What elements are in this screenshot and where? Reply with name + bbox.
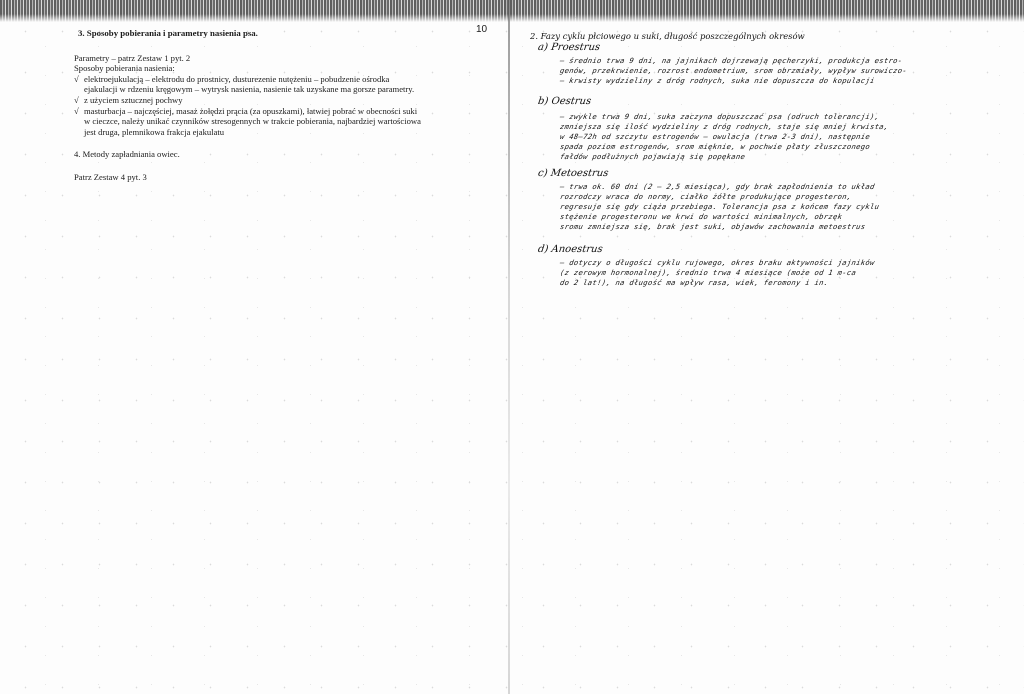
- section3-heading: 3. Sposoby pobierania i parametry nasienia psa.: [78, 28, 258, 38]
- section-label: b) Oestrus: [537, 96, 592, 107]
- section-proestrus: [537, 42, 908, 85]
- method-line: w cieczce, należy unikać czynników stresogennych w trakcie pobierania, najbardziej wartościowa: [84, 116, 421, 127]
- method-line: masturbacja – najczęściej, masaż żołędzi prącia (za opuszkami), łatwiej pobrać w obecności suki: [84, 105, 418, 116]
- handwritten-line: spada poziom estrogenów, srom mięknie, w pochwie płaty złuszczonego: [559, 142, 871, 151]
- checkmark-icon: √: [74, 73, 79, 84]
- parameters-reference: Parametry – patrz Zestaw 1 pyt. 2: [74, 52, 191, 63]
- section-body: [560, 112, 889, 162]
- handwritten-line: – dotyczy o długości cyklu rujowego, okres braku aktywności jajników: [559, 258, 876, 267]
- page-fold: [508, 0, 510, 694]
- handwritten-line: fałdów podłużnych pojawiają się popękane: [559, 152, 746, 161]
- section-metoestrus: [537, 168, 881, 231]
- section-anoestrus: [537, 244, 876, 287]
- handwritten-line: do 2 lat!), na długość ma wpływ rasa, wiek, feromony i in.: [559, 278, 830, 287]
- handwritten-line: – trwa ok. 60 dni (2 – 2,5 miesiąca), gdy brak zapłodnienia to układ: [559, 182, 876, 191]
- method-line: z użyciem sztucznej pochwy: [84, 94, 183, 105]
- section4-reference: Patrz Zestaw 4 pyt. 3: [74, 171, 147, 182]
- section-label: c) Metoestrus: [537, 168, 610, 179]
- method-line: elektroejukulacją – elektrodu do prostnicy, dusturezenie nutężeniu – pobudzenie ośrodka: [84, 73, 390, 84]
- handwritten-line: w 48–72h od szczytu estrogenów – owulacja (trwa 2-3 dni), następnie: [559, 132, 871, 141]
- methods-title: Sposoby pobierania nasienia:: [74, 63, 175, 74]
- page-number: 10: [476, 24, 488, 35]
- checkmark-icon: √: [74, 105, 79, 116]
- method-item-artificial-vagina: [74, 95, 494, 106]
- handwritten-question-title: [530, 24, 805, 43]
- handwritten-line: genów, przekrwienie, rozrost endometrium, srom obrzmiały, wypływ surowiczo-: [559, 66, 908, 75]
- method-item-masturbation: [74, 106, 494, 138]
- method-line: jest druga, plemnikowa frakcja ejakulatu: [84, 126, 225, 137]
- scan-edge-noise: [0, 0, 1024, 22]
- handwritten-line: – krwisty wydzieliny z dróg rodnych, suka nie dopuszcza do kopulacji: [559, 76, 876, 85]
- section4-heading: 4. Metody zapładniania owiec.: [74, 149, 180, 160]
- section-label: a) Proestrus: [537, 42, 601, 53]
- section-body: [560, 182, 879, 232]
- checkmark-icon: √: [74, 94, 79, 105]
- section-label: d) Anoestrus: [537, 244, 604, 255]
- section-oestrus: [537, 96, 890, 161]
- handwritten-line: rozrodczy wraca do normy, ciałko żółte produkujące progesteron,: [559, 192, 853, 201]
- method-line: ejakulacji w rdzeniu kręgowym – wytrysk nasienia, nasienie tak uzyskane ma gorsze parametry.: [84, 84, 415, 95]
- method-item-electroejaculation: [74, 74, 494, 95]
- section-body: [560, 258, 875, 288]
- section-body: [560, 56, 907, 86]
- handwritten-line: – średnio trwa 9 dni, na jajnikach dojrzewają pęcherzyki, produkcja estro-: [559, 56, 904, 65]
- left-page: [74, 28, 494, 183]
- handwritten-line: zmniejsza się ilość wydzieliny z dróg rodnych, staje się mniej krwista,: [559, 122, 890, 131]
- handwritten-line: stężenie progesteronu we krwi do wartości minimalnych, obrzęk: [559, 212, 844, 221]
- handwritten-line: regresuje się gdy ciąża przebiega. Tolerancja psa z końcem fazy cyklu: [559, 202, 881, 211]
- handwritten-line: sromu zmniejsza się, brak jest suki, objawów zachowania metoestrus: [559, 222, 867, 231]
- handwritten-line: – zwykle trwa 9 dni, suka zaczyna dopuszczać psa (odruch tolerancji),: [559, 112, 881, 121]
- question-title-text: 2. Fazy cyklu płciowego u suki, długość poszczególnych okresów: [530, 31, 805, 41]
- handwritten-line: (z zerowym hormonalnej), średnio trwa 4 miesiące (może od 1 m-ca: [559, 268, 858, 277]
